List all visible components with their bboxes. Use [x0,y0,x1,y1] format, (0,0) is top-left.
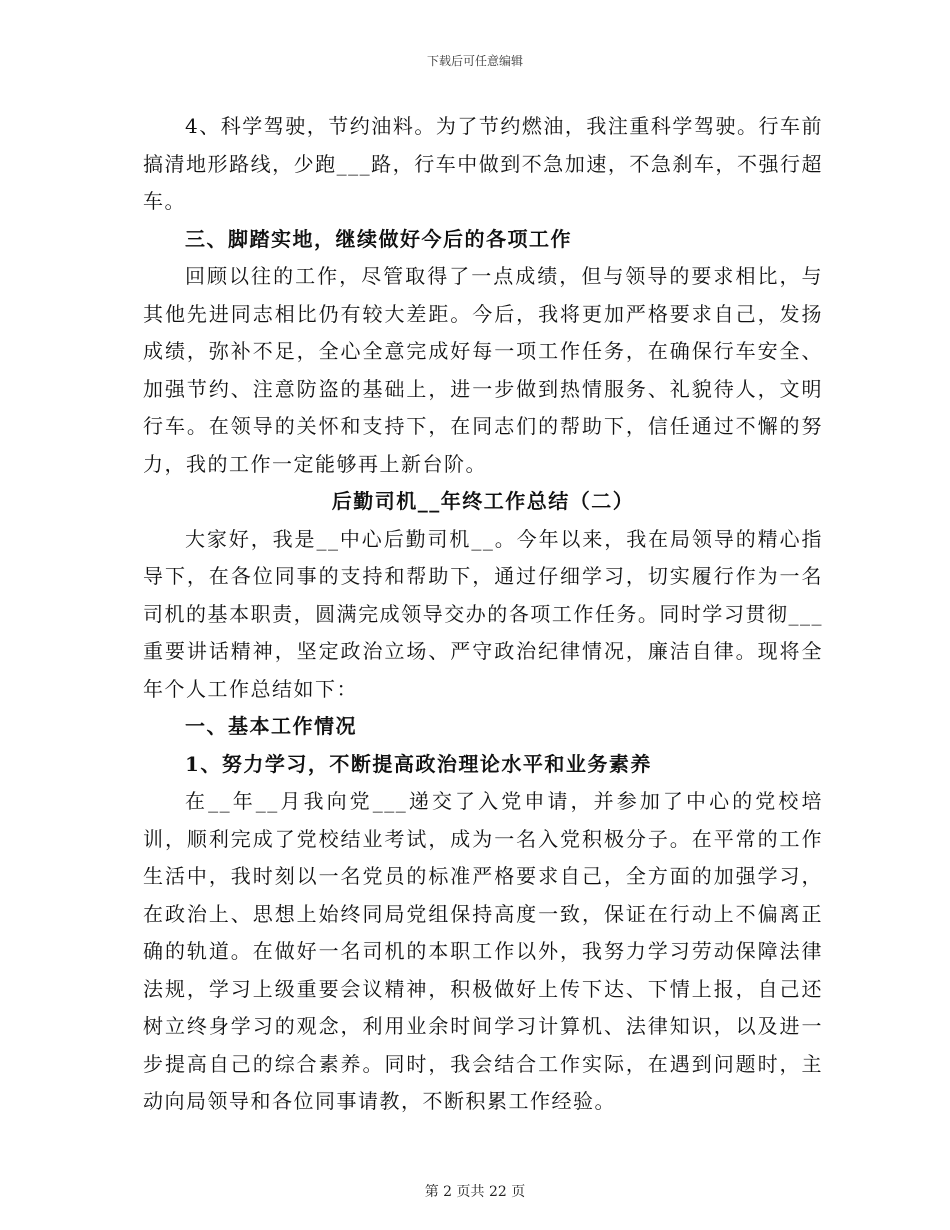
section-heading-future-work: 三、脚踏实地，继续做好今后的各项工作 [185,226,572,251]
page-footer: 第 2 页共 22 页 [424,1184,526,1200]
document-body [143,108,823,1121]
section-heading-basic-work: 一、基本工作情况 [185,714,357,738]
paragraph-intro: 大家好，我是__中心后勤司机__。今年以来，我在局领导的精心指导下，在各位同事的支持和帮助下，通过仔细学习，切实履行作为一名司机的基本职责，圆满完成领导交办的各项工作任务。同时学习贯彻___重要讲话精神，坚定政治立场、严守政治纪律情况，廉洁自律。现将全年个人工作总结如下： [143,526,823,701]
document-title: 后勤司机__年终工作总结（二） [331,489,635,513]
page-header: 下载后可任意编辑 [426,54,523,68]
paragraph-fuel-saving: 4、科学驾驶，节约油料。为了节约燃油，我注重科学驾驶。行车前搞清地形路线，少跑___路，行车中做到不急加速，不急刹车，不强行超车。 [143,114,823,213]
subsection-heading-study: 1、努力学习，不断提高政治理论水平和业务素养 [185,751,652,776]
paragraph-party-study: 在__年__月我向党___递交了入党申请，并参加了中心的党校培训，顺利完成了党校结业考试，成为一名入党积极分子。在平常的工作生活中，我时刻以一名党员的标准严格要求自己，全方面的加强学习，在政治上、思想上始终同局党组保持高度一致，保证在行动上不偏离正确的轨道。在做好一名司机的本职工作以外，我努力学习劳动保障法律法规，学习上级重要会议精神，积极做好上传下达、下情上报，自己还树立终身学习的观念，利用业余时间学习计算机、法律知识，以及进一步提高自己的综合素养。同时，我会结合工作实际，在遇到问题时，主动向局领导和各位同事请教，不断积累工作经验。 [143,789,823,1113]
paragraph-review: 回顾以往的工作，尽管取得了一点成绩，但与领导的要求相比，与其他先进同志相比仍有较大差距。今后，我将更加严格要求自己，发扬成绩，弥补不足，全心全意完成好每一项工作任务，在确保行车安全、加强节约、注意防盗的基础上，进一步做到热情服务、礼貌待人，文明行车。在领导的关怀和支持下，在同志们的帮助下，信任通过不懈的努力，我的工作一定能够再上新台阶。 [143,264,823,476]
